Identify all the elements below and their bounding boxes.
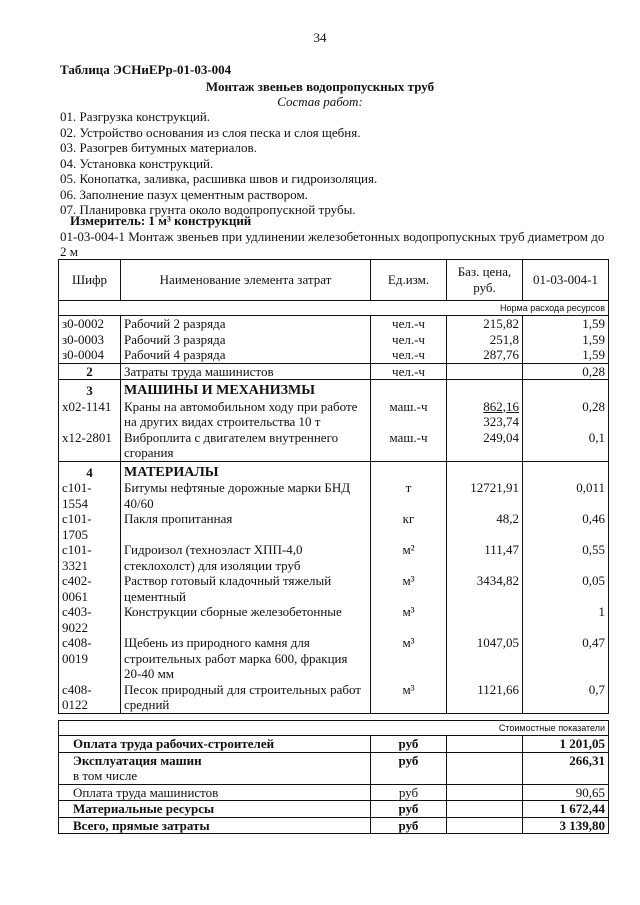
- row-code: с101-1554: [59, 480, 121, 511]
- table-row: [59, 316, 609, 332]
- header-unit: Ед.изм.: [371, 260, 447, 301]
- row-price: 48,2: [447, 511, 523, 542]
- work-item: 02. Устройство основания из слоя песка и слоя щебня.: [60, 124, 361, 140]
- section-row-machines: [59, 380, 609, 399]
- norm-caption-row: [59, 301, 609, 316]
- row-unit: м³: [371, 635, 447, 682]
- cost-row: [59, 817, 609, 834]
- row-price: 862,16 323,74: [447, 399, 523, 430]
- composition-title: Состав работ:: [277, 94, 363, 109]
- work-item: 05. Конопатка, заливка, расшивка швов и гидроизоляция.: [60, 171, 378, 186]
- section-code: 4: [59, 461, 121, 480]
- cost-unit: руб: [371, 736, 447, 753]
- cost-value: 3 139,80: [523, 817, 609, 834]
- row-unit: маш.-ч: [371, 430, 447, 462]
- row-name: Рабочий 4 разряда: [121, 347, 371, 363]
- cost-row: [59, 784, 609, 801]
- table-row: [59, 573, 609, 604]
- row-code: х12-2801: [59, 430, 121, 462]
- table-row-machinists: [59, 363, 609, 380]
- row-unit: чел.-ч: [371, 332, 447, 348]
- row-name: Рабочий 3 разряда: [121, 332, 371, 348]
- section-title: МАТЕРИАЛЫ: [121, 461, 371, 480]
- row-unit: чел.-ч: [371, 363, 447, 380]
- row-unit: чел.-ч: [371, 316, 447, 332]
- table-row: [59, 480, 609, 511]
- row-name: Рабочий 2 разряда: [121, 316, 371, 332]
- row-code: с101-1705: [59, 511, 121, 542]
- row-price: 251,8: [447, 332, 523, 348]
- cost-value: 1 201,05: [523, 736, 609, 753]
- row-unit: м³: [371, 573, 447, 604]
- section-code: 3: [59, 380, 121, 399]
- row-price: 111,47: [447, 542, 523, 573]
- table-row: [59, 542, 609, 573]
- row-name: Затраты труда машинистов: [121, 363, 371, 380]
- row-price: 249,04: [447, 430, 523, 462]
- cost-label: Оплата труда рабочих-строителей: [59, 736, 371, 753]
- row-name: Битумы нефтяные дорожные марки БНД 40/60: [121, 480, 371, 511]
- work-item: 06. Заполнение пазух цементным раствором.: [60, 186, 308, 202]
- row-value: 1: [523, 604, 609, 635]
- row-unit: кг: [371, 511, 447, 542]
- row-value: 0,46: [523, 511, 609, 542]
- row-unit: маш.-ч: [371, 399, 447, 430]
- cost-row: [59, 736, 609, 753]
- row-value: 1,59: [523, 347, 609, 363]
- row-code: с408-0122: [59, 682, 121, 714]
- cost-label: Эксплуатация машин в том числе: [59, 752, 371, 784]
- row-price: 215,82: [447, 316, 523, 332]
- work-item: 07. Планировка грунта около водопропускной трубы.: [60, 202, 356, 217]
- table-row: [59, 430, 609, 462]
- row-unit: чел.-ч: [371, 347, 447, 363]
- row-name: Гидроизол (техноэласт ХПП-4,0 стеклохолст) для изоляции труб: [121, 542, 371, 573]
- row-value: 1,59: [523, 332, 609, 348]
- row-unit: т: [371, 480, 447, 511]
- row-price: 1121,66: [447, 682, 523, 714]
- cost-unit: руб: [371, 784, 447, 801]
- table-row: [59, 682, 609, 714]
- cost-caption-row: [59, 721, 609, 736]
- row-code: з0-0003: [59, 332, 121, 348]
- row-name: Щебень из природного камня для строительных работ марка 600, фракция 20-40 мм: [121, 635, 371, 682]
- row-code: х02-1141: [59, 399, 121, 430]
- row-code: с403-9022: [59, 604, 121, 635]
- row-unit: м³: [371, 604, 447, 635]
- cost-label: Оплата труда машинистов: [59, 784, 371, 801]
- row-value: 0,011: [523, 480, 609, 511]
- row-name: Краны на автомобильном ходу при работе на других видах строительства 10 т: [121, 399, 371, 430]
- cost-value: 90,65: [523, 784, 609, 801]
- cost-unit: руб: [371, 752, 447, 784]
- row-code: с101-3321: [59, 542, 121, 573]
- row-price: 3434,82: [447, 573, 523, 604]
- row-name: Конструкции сборные железобетонные: [121, 604, 371, 635]
- row-unit: м²: [371, 542, 447, 573]
- table-row: [59, 511, 609, 542]
- row-name: Раствор готовый кладочный тяжелый цементный: [121, 573, 371, 604]
- row-code: с402-0061: [59, 573, 121, 604]
- row-price: [447, 604, 523, 635]
- row-name: Пакля пропитанная: [121, 511, 371, 542]
- cost-row: [59, 801, 609, 818]
- work-item: 04. Установка конструкций.: [60, 155, 214, 171]
- row-value: 0,28: [523, 399, 609, 430]
- row-name: Песок природный для строительных работ средний: [121, 682, 371, 714]
- row-value: 0,1: [523, 430, 609, 462]
- section-title: МАШИНЫ И МЕХАНИЗМЫ: [121, 380, 371, 399]
- work-item: 03. Разогрев битумных материалов.: [60, 140, 257, 155]
- cost-unit: руб: [371, 817, 447, 834]
- cost-value: 266,31: [523, 752, 609, 784]
- header-price: Баз. цена, руб.: [447, 260, 523, 301]
- cost-row: [59, 752, 609, 784]
- header-name: Наименование элемента затрат: [121, 260, 371, 301]
- cost-value: 1 672,44: [523, 801, 609, 818]
- row-value: 0,05: [523, 573, 609, 604]
- table-title: Таблица ЭСНиЕРр-01-03-004: [60, 62, 232, 77]
- section-row-materials: [59, 461, 609, 480]
- table-row: [59, 332, 609, 348]
- works-list: [60, 109, 377, 218]
- row-code: з0-0002: [59, 316, 121, 332]
- cost-unit: руб: [371, 801, 447, 818]
- row-value: 0,28: [523, 363, 609, 380]
- cost-label: Материальные ресурсы: [59, 801, 371, 818]
- header-code: Шифр: [59, 260, 121, 301]
- row-unit: м³: [371, 682, 447, 714]
- table-header-row: [59, 260, 609, 301]
- row-value: 1,59: [523, 316, 609, 332]
- work-item: 01. Разгрузка конструкций.: [60, 109, 211, 124]
- row-value: 0,55: [523, 542, 609, 573]
- row-name: Виброплита с двигателем внутреннего сгорания: [121, 430, 371, 462]
- table-subtitle: Монтаж звеньев водопропускных труб: [205, 79, 435, 94]
- row-code: з0-0004: [59, 347, 121, 363]
- table-row: [59, 347, 609, 363]
- header-norm-column: 01-03-004-1: [523, 260, 609, 301]
- table-row: [59, 635, 609, 682]
- table-row: [59, 399, 609, 430]
- measure-unit: Измеритель: 1 м³ конструкций: [70, 213, 252, 228]
- row-code: с408-0019: [59, 635, 121, 682]
- page-number: 34: [313, 30, 327, 45]
- cost-caption: Стоимостные показатели: [59, 721, 609, 736]
- cost-table: [58, 720, 609, 834]
- row-code: 2: [59, 363, 121, 380]
- row-price: 12721,91: [447, 480, 523, 511]
- row-value: 0,47: [523, 635, 609, 682]
- row-value: 0,7: [523, 682, 609, 714]
- norm-caption: Норма расхода ресурсов: [59, 301, 609, 316]
- position-description: 01-03-004-1 Монтаж звеньев при удлинении железобетонных водопропускных труб диаметром до 2 м: [60, 229, 605, 259]
- resources-table: [58, 259, 609, 714]
- row-price: 287,76: [447, 347, 523, 363]
- cost-label: Всего, прямые затраты: [59, 817, 371, 834]
- table-row: [59, 604, 609, 635]
- row-price: 1047,05: [447, 635, 523, 682]
